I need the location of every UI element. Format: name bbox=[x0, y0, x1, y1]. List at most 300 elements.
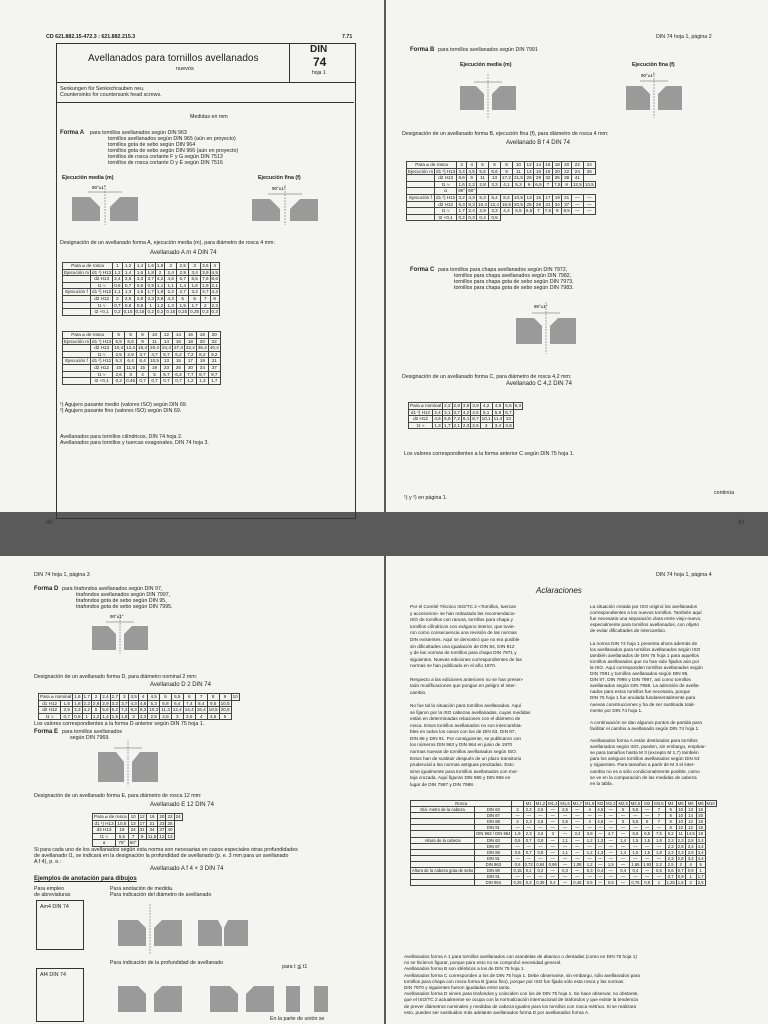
table-cell: 0,7 bbox=[677, 868, 684, 874]
table-cell bbox=[63, 282, 91, 289]
table-cell: 14 bbox=[524, 168, 533, 175]
table-header-cell: 7 bbox=[195, 694, 207, 701]
table-cell: t1 ≈ bbox=[435, 181, 457, 188]
table-cell: — bbox=[605, 813, 617, 819]
table-header-cell: 16 bbox=[184, 332, 196, 339]
table-cell: 9,2 bbox=[665, 831, 676, 837]
table-cell: 3,2 bbox=[189, 289, 201, 296]
table-header-cell: 1,4 bbox=[134, 263, 146, 270]
table-cell: 2,4 bbox=[165, 269, 177, 276]
table-cell: 6,6 bbox=[458, 175, 465, 181]
table-cell: — bbox=[571, 825, 583, 831]
table-cell: 1 bbox=[653, 880, 665, 886]
table-cell: 13 bbox=[524, 194, 533, 201]
table-header-cell: M2,6 bbox=[630, 801, 641, 806]
table-cell: — bbox=[559, 855, 571, 861]
table-cell: 0,6 bbox=[665, 868, 676, 874]
table-cell: — bbox=[547, 868, 559, 874]
text-line: nuevas construcciones y ha de ser sustituida total- bbox=[590, 701, 696, 707]
table-cell: 8 bbox=[665, 825, 676, 831]
table-cell: 12 bbox=[159, 833, 165, 839]
table-cell: 27,4 bbox=[173, 345, 183, 351]
table-cell: 2,7 bbox=[177, 289, 189, 296]
table-cell: 2,3 bbox=[523, 831, 534, 837]
table-cell: 4,5 bbox=[211, 269, 218, 275]
table-cell: 34 bbox=[196, 364, 208, 371]
table-cell: 0,6 bbox=[605, 880, 617, 886]
table-cell: 17 bbox=[184, 358, 196, 365]
table-cell: d2 H13 bbox=[93, 827, 116, 834]
table-cell: 5,1 bbox=[480, 409, 492, 416]
table-header-cell: 1,2 bbox=[122, 263, 134, 270]
table-cell: 2 bbox=[685, 880, 696, 886]
text-line: ISO de tornillos con ranura, tornillos para chapa y bbox=[410, 617, 513, 623]
text-line: bles en todos los casos con los de DIN 63, DIN 87, bbox=[410, 729, 516, 735]
table-cell: 5,5 bbox=[629, 819, 641, 825]
table-cell: 0,9 bbox=[677, 874, 684, 880]
continua-label: continúa bbox=[714, 490, 735, 496]
table-row bbox=[407, 181, 596, 188]
table-cell: 2,4 bbox=[114, 276, 121, 282]
angle-label: 90°±1° bbox=[534, 304, 548, 309]
table-cell: 1,6 bbox=[189, 282, 201, 289]
table-cell: α bbox=[93, 840, 116, 847]
table-cell: 0,15 bbox=[135, 309, 145, 315]
table-cell: t1 ≈ bbox=[91, 371, 113, 378]
table-cell: 0,2 bbox=[458, 214, 465, 220]
table-header-cell: 22 bbox=[167, 814, 173, 819]
text-line: Avellanados forma D sirven para tirafondos y coinciden con los de DIN 75 hoja 1. Se hace observar, no obstante, bbox=[404, 991, 639, 997]
text-line: en la tabla. bbox=[590, 780, 613, 786]
table-cell: — bbox=[617, 825, 629, 831]
text-line: DIN 75 hoja 1 fue anulada fundamentalmente para bbox=[590, 695, 696, 701]
table-cell: 4,5 bbox=[597, 819, 604, 825]
table-cell: 2,8 bbox=[685, 849, 696, 855]
table-cell: 11,5 bbox=[126, 364, 135, 370]
table-cell: 1,08 bbox=[571, 861, 583, 867]
table-cell: 2,3 bbox=[523, 807, 534, 813]
table-cell: 0,2 bbox=[523, 868, 534, 874]
table-cell: 0,8 bbox=[534, 849, 546, 855]
table-cell: — bbox=[559, 831, 571, 837]
table-cell: 6,6 bbox=[489, 168, 501, 175]
text-line: normas se han publicado en el año 1970. bbox=[410, 663, 497, 669]
table-row bbox=[63, 351, 221, 358]
head-dimension-comparison-table bbox=[410, 800, 717, 886]
table-cell: 4,5 bbox=[468, 168, 475, 174]
table-cell: 24 bbox=[128, 827, 138, 834]
table-cell: 5,6 bbox=[629, 831, 641, 837]
table-cell: 4,3 bbox=[468, 194, 475, 200]
table-cell: — bbox=[605, 837, 617, 843]
table-cell: 2,1 bbox=[211, 282, 218, 288]
table-cell: 7,6 bbox=[202, 276, 209, 282]
table-cell: — bbox=[547, 813, 559, 819]
table-cell: 3,7 bbox=[202, 289, 209, 295]
table-cell: — bbox=[571, 208, 583, 215]
table-cell: 1,5 bbox=[177, 302, 189, 309]
table-cell: d2 H13 bbox=[91, 276, 113, 283]
table-cell: — bbox=[534, 813, 546, 819]
table-cell: 0,45 bbox=[571, 880, 583, 886]
footnote: ²) Agujero pasante fino (valores ISO) según DIN 69. bbox=[60, 408, 182, 414]
table-cell: — bbox=[629, 813, 641, 819]
table-cell: 8,4 bbox=[137, 358, 149, 365]
designation-c-line: Designación de un avellanado forma C, para diámetro de rosca 4,2 mm: bbox=[402, 374, 572, 380]
forma-a-line: para tornillos avellanados según DIN 963 bbox=[90, 130, 187, 136]
table-cell: t2 +0,1 bbox=[435, 214, 457, 221]
text-line: se fijaron por la ISO cabezas avellanadas, cuyas medidas bbox=[410, 709, 531, 715]
table-header-cell: 8 bbox=[207, 694, 219, 701]
table-header-cell: 6,3 bbox=[514, 403, 522, 408]
table-cell: 7,5 bbox=[653, 831, 665, 837]
table-cell: 4 bbox=[685, 861, 696, 867]
table-cell: 4 bbox=[584, 807, 596, 813]
table-cell: 1,5 bbox=[642, 849, 653, 855]
table-cell: 1 bbox=[696, 868, 705, 874]
table-cell: 40,4 bbox=[209, 345, 219, 351]
table-header-cell: M2 bbox=[597, 801, 604, 806]
table-header-cell: 24 bbox=[175, 814, 181, 819]
table-cell: 1,6 bbox=[458, 181, 465, 187]
countersink-drawing-fine bbox=[250, 183, 320, 225]
table-cell: 9 bbox=[501, 168, 513, 175]
text-line: DIN 7991 y tornillos avellanados según DIN 95, bbox=[590, 671, 689, 677]
table-cell: — bbox=[559, 825, 571, 831]
table-cell: — bbox=[584, 855, 596, 861]
page-header: DIN 74 hoja 1, página 3 bbox=[34, 572, 90, 578]
table-cell: 10 bbox=[676, 807, 685, 813]
table-row bbox=[63, 282, 220, 289]
countersink-table-a-large bbox=[62, 331, 221, 385]
table-cell: 1,1 bbox=[156, 282, 164, 288]
table-cell: — bbox=[534, 874, 546, 880]
table-cell: 2,3 bbox=[677, 849, 684, 855]
table-header-cell: 2,2 bbox=[444, 403, 451, 408]
table-cell: Diá- metro de la cabeza bbox=[411, 807, 475, 813]
table-cell bbox=[63, 345, 91, 352]
table-cell: 4 bbox=[195, 713, 207, 720]
table-cell: 90° bbox=[458, 188, 466, 194]
table-row bbox=[93, 827, 183, 834]
table-row bbox=[63, 364, 221, 371]
table-cell: 5,5 bbox=[512, 208, 524, 215]
text-line: esto, pueden ser sustituidos más adelante avellanados forma D por avellanados forma A. bbox=[404, 1009, 590, 1015]
table-cell: 1,2 bbox=[184, 378, 196, 385]
table-header-row bbox=[409, 403, 523, 410]
table-cell: 9,7 bbox=[208, 371, 220, 378]
table-cell: 2,3 bbox=[665, 843, 676, 849]
table-cell: — bbox=[642, 843, 653, 849]
table-cell: 0,25 bbox=[178, 309, 188, 315]
table-cell: t1 ≈ bbox=[39, 713, 61, 720]
table-cell: 0,6 bbox=[512, 849, 523, 855]
col-heading: para t ≦ t1 bbox=[282, 964, 308, 970]
table-cell: 9,2 bbox=[208, 351, 220, 358]
table-row bbox=[409, 409, 523, 416]
table-cell: d2 H12 bbox=[435, 201, 457, 208]
countersink-e-drawing bbox=[96, 738, 160, 788]
note: Avellanados para tornillos cilíndricos, DIN 74 hoja 2. bbox=[60, 434, 183, 440]
table-cell: 0,7 bbox=[161, 378, 173, 385]
table-cell: 8 bbox=[562, 181, 571, 188]
table-cell: 8 bbox=[665, 819, 676, 825]
ejecucion-fina-label: Ejecución fina (f) bbox=[632, 62, 675, 68]
table-cell: 6,2 bbox=[111, 707, 119, 713]
table-cell: 8,4 bbox=[501, 194, 513, 201]
table-cell: — bbox=[559, 874, 571, 880]
text-line: tornillos avellanados que no han sido fijados aún por bbox=[590, 658, 700, 664]
table-cell: — bbox=[571, 874, 583, 880]
table-cell: 0,3 bbox=[113, 378, 125, 385]
table-cell: 3,7 bbox=[453, 409, 460, 415]
forma-a-line: tornillos avellanados según DIN 965 (aún en proyecto) bbox=[108, 136, 236, 142]
table-cell: — bbox=[653, 843, 665, 849]
table-header-cell: Para ⌀ de rosca bbox=[407, 162, 457, 169]
countersink-table-c bbox=[408, 402, 523, 429]
table-cell: 3 bbox=[171, 713, 183, 720]
table-cell: DIN 91 bbox=[475, 874, 512, 880]
table-cell: 5 bbox=[177, 295, 189, 302]
table-cell: — bbox=[547, 874, 559, 880]
table-cell: t1 ≈ bbox=[91, 302, 113, 309]
table-cell: — bbox=[642, 868, 653, 874]
din-label: DIN bbox=[310, 44, 328, 55]
table-cell: 0,4 bbox=[617, 868, 629, 874]
table-cell: DIN 88 bbox=[475, 849, 512, 855]
table-cell: — bbox=[571, 868, 583, 874]
table-cell: 1,2 bbox=[584, 849, 596, 855]
table-cell bbox=[407, 201, 435, 208]
table-cell: 18,5 bbox=[208, 707, 218, 713]
table-header-cell: 5 bbox=[160, 694, 172, 701]
table-cell: 13,5 bbox=[584, 181, 594, 187]
table-cell: — bbox=[584, 843, 596, 849]
table-cell: 4,3 bbox=[165, 295, 177, 302]
table-cell: — bbox=[547, 855, 559, 861]
table-cell: 1,3 bbox=[597, 837, 604, 843]
table-cell: — bbox=[512, 825, 523, 831]
table-cell: 7 bbox=[534, 208, 543, 215]
forma-d-label: Forma D bbox=[34, 586, 59, 592]
text-line bbox=[410, 696, 586, 703]
table-cell: 10 bbox=[676, 825, 685, 831]
table-cell: 1,2 bbox=[156, 302, 164, 308]
table-cell: — bbox=[547, 807, 559, 813]
table-cell: 14,4 bbox=[184, 707, 194, 713]
table-cell: 0,8 bbox=[534, 837, 546, 843]
table-row bbox=[411, 807, 717, 813]
table-cell: 3,4 bbox=[685, 843, 696, 849]
table-cell: 3,1 bbox=[444, 409, 451, 415]
table-cell: 2,8 bbox=[134, 295, 146, 302]
table-cell: — bbox=[617, 874, 629, 880]
table-cell: — bbox=[559, 813, 571, 819]
table-cell: 6,4 bbox=[489, 194, 501, 201]
table-cell: 3 bbox=[125, 371, 137, 378]
table-cell: 0,8 bbox=[134, 282, 146, 289]
text-line: avellanados según DIN 7969. La admisión de avella- bbox=[590, 683, 700, 689]
table-cell: 5,3 bbox=[113, 358, 125, 365]
table-cell: 1,1 bbox=[559, 837, 571, 843]
table-cell: 11,3 bbox=[161, 707, 170, 713]
table-cell: 9,3 bbox=[139, 707, 147, 713]
page-number: 41 bbox=[738, 520, 745, 526]
table-cell: 31 bbox=[543, 201, 552, 208]
table-cell: 1,5 bbox=[134, 289, 146, 296]
table-row bbox=[407, 194, 596, 201]
table-cell: 4,5 bbox=[472, 409, 479, 415]
table-cell: 38 bbox=[562, 175, 571, 182]
table-cell: 9 bbox=[665, 807, 676, 813]
table-header-cell: 16 bbox=[543, 162, 552, 169]
table-cell: 4,2 bbox=[83, 707, 90, 713]
table-cell: 1,93 bbox=[643, 861, 652, 867]
table-cell: 5,3 bbox=[477, 194, 489, 201]
table-header-cell: 18 bbox=[196, 332, 208, 339]
table-cell: 2,6 bbox=[92, 700, 100, 706]
table-cell: 4,3 bbox=[211, 289, 218, 295]
table-cell: 6,3 bbox=[458, 201, 465, 207]
table-cell: 24,4 bbox=[162, 345, 171, 351]
table-header-cell: 3 bbox=[120, 694, 129, 701]
table-cell: 1,7 bbox=[697, 874, 704, 880]
table-cell: Ejecución f bbox=[63, 358, 91, 365]
table-cell: 26 bbox=[172, 364, 184, 371]
table-cell bbox=[63, 351, 91, 358]
table-cell: — bbox=[642, 874, 653, 880]
table-cell: 20 bbox=[553, 168, 562, 175]
table-cell: 6 bbox=[642, 819, 653, 825]
table-header-cell: Para ⌀ de rosca bbox=[94, 814, 127, 819]
ejecucion-media-label: Ejecución media (m) bbox=[62, 175, 114, 181]
table-cell: 0,4 bbox=[547, 880, 559, 886]
table-cell: 2,8 bbox=[160, 713, 172, 720]
col-heading: Para indicación del diámetro de avellanado bbox=[110, 892, 212, 898]
table-cell: — bbox=[596, 874, 605, 880]
countersink-b-fine-drawing bbox=[624, 70, 684, 120]
table-cell: DIN 63 bbox=[475, 807, 512, 813]
table-header-cell: 20 bbox=[208, 332, 220, 339]
table-row bbox=[93, 833, 183, 840]
table-cell: 13 bbox=[489, 175, 501, 182]
table-header-cell: 1,8 bbox=[156, 263, 164, 268]
text-line: para los antiguos tornillos avellanados según DIN 63 bbox=[590, 756, 700, 762]
table-cell: 1,8 bbox=[121, 713, 128, 719]
table-header-cell: 14 bbox=[172, 332, 184, 339]
table-cell: d2 H12 bbox=[39, 707, 61, 714]
table-cell: 6,7 bbox=[505, 409, 512, 415]
table-cell: — bbox=[547, 819, 559, 825]
table-cell: 2,3 bbox=[665, 855, 676, 861]
table-header-cell: Para ⌀ nominal bbox=[410, 403, 442, 408]
table-cell: 5 bbox=[219, 713, 231, 720]
table-cell: — bbox=[605, 825, 617, 831]
table-cell: 0,4 bbox=[629, 868, 641, 874]
table-cell: 3,3 bbox=[147, 295, 154, 301]
table-cell: 3,8 bbox=[156, 295, 164, 301]
table-header-cell: 10 bbox=[128, 814, 138, 821]
text-line: taja cruzada. Aquí figuran DIN 965 y DIN 966 en bbox=[410, 775, 511, 781]
table-header-cell: M1,6 bbox=[560, 801, 570, 806]
text-line: A continuación se dan algunos puntos de partida para bbox=[590, 719, 702, 725]
table-header-cell: 2,9 bbox=[453, 403, 460, 408]
table-cell: 4,2 bbox=[156, 276, 164, 282]
table-cell: d1 ¹) H13 bbox=[436, 168, 456, 174]
table-cell: 7,2 bbox=[453, 416, 460, 422]
table-row bbox=[411, 837, 717, 843]
col-heading: Para indicación de la profundidad de avellanado bbox=[110, 960, 224, 966]
text-line: tado modificaciones que pongan en peligro el inter- bbox=[410, 683, 517, 689]
table-cell: 4,7 bbox=[149, 351, 161, 358]
table-cell: 8,3 bbox=[130, 707, 137, 713]
table-cell: 1 bbox=[146, 302, 155, 309]
forma-c-line: tornillos para chapa avellanados según DIN 7982, bbox=[454, 273, 572, 279]
table-cell: — bbox=[596, 831, 605, 837]
table-row bbox=[407, 175, 596, 182]
table-header-cell: M6 bbox=[685, 801, 696, 807]
table-cell: 1,4 bbox=[102, 713, 109, 719]
table-cell: — bbox=[547, 825, 559, 831]
table-cell: 3,5 bbox=[559, 819, 571, 825]
table-header-cell: M3 bbox=[642, 801, 653, 807]
table-cell: — bbox=[605, 819, 617, 825]
table-cell: 0,2 bbox=[114, 309, 121, 315]
table-cell: 2,6 bbox=[534, 831, 546, 837]
col-heading: de abreviaturas bbox=[34, 892, 71, 898]
table-cell: 2,5 bbox=[472, 422, 479, 428]
table-cell: 16 bbox=[534, 168, 543, 175]
table-cell: 0,45 bbox=[126, 378, 136, 384]
table-header-cell: 3 bbox=[189, 263, 201, 270]
table-cell: 4,3 bbox=[130, 700, 137, 706]
table-cell: — bbox=[642, 855, 653, 861]
table-cell: 8,6 bbox=[211, 276, 218, 282]
table-cell: 21,5 bbox=[513, 175, 523, 181]
table-cell: 0,96 bbox=[547, 861, 559, 867]
table-cell: 8,7 bbox=[472, 416, 479, 422]
table-header-cell: 6 bbox=[489, 162, 501, 169]
table-cell: — bbox=[571, 819, 583, 825]
table-cell: — bbox=[547, 837, 559, 843]
table-cell bbox=[63, 378, 91, 385]
table-cell: 2,1 bbox=[453, 422, 460, 428]
table-row bbox=[409, 422, 523, 429]
table-cell: — bbox=[605, 855, 617, 861]
table-cell: 2,8 bbox=[477, 181, 489, 188]
table-cell bbox=[63, 295, 91, 302]
table-cell: 7 bbox=[653, 819, 665, 825]
designation-d-value: Avellanado D 2 DIN 74 bbox=[150, 682, 211, 688]
forma-a-line: tornillos de rosca cortante F y G según DIN 7513 bbox=[108, 154, 223, 160]
table-cell: 32,4 bbox=[185, 345, 195, 351]
para-note: Si para cada uno de los avellanados según esta norma son necesarias en casos especiales otras profundidades bbox=[34, 847, 298, 853]
table-cell: 0,84 bbox=[534, 861, 546, 867]
table-cell: 8,4 bbox=[195, 700, 207, 707]
text-line: los números DIN 963 y DIN 964 en junio de 1970 bbox=[410, 742, 513, 748]
table-row bbox=[407, 201, 596, 208]
table-cell: 1,4 bbox=[617, 849, 629, 855]
table-cell: 75° bbox=[116, 840, 129, 847]
table-cell: 5,5 bbox=[116, 833, 129, 840]
table-cell: DIN 964 bbox=[475, 880, 512, 886]
table-header-cell: M1,2 bbox=[535, 801, 546, 806]
table-cell: 2,5 bbox=[665, 861, 676, 867]
table-cell: — bbox=[605, 843, 617, 849]
table-cell: 5,8 bbox=[160, 700, 172, 707]
table-row bbox=[63, 295, 220, 302]
table-row bbox=[63, 358, 221, 365]
